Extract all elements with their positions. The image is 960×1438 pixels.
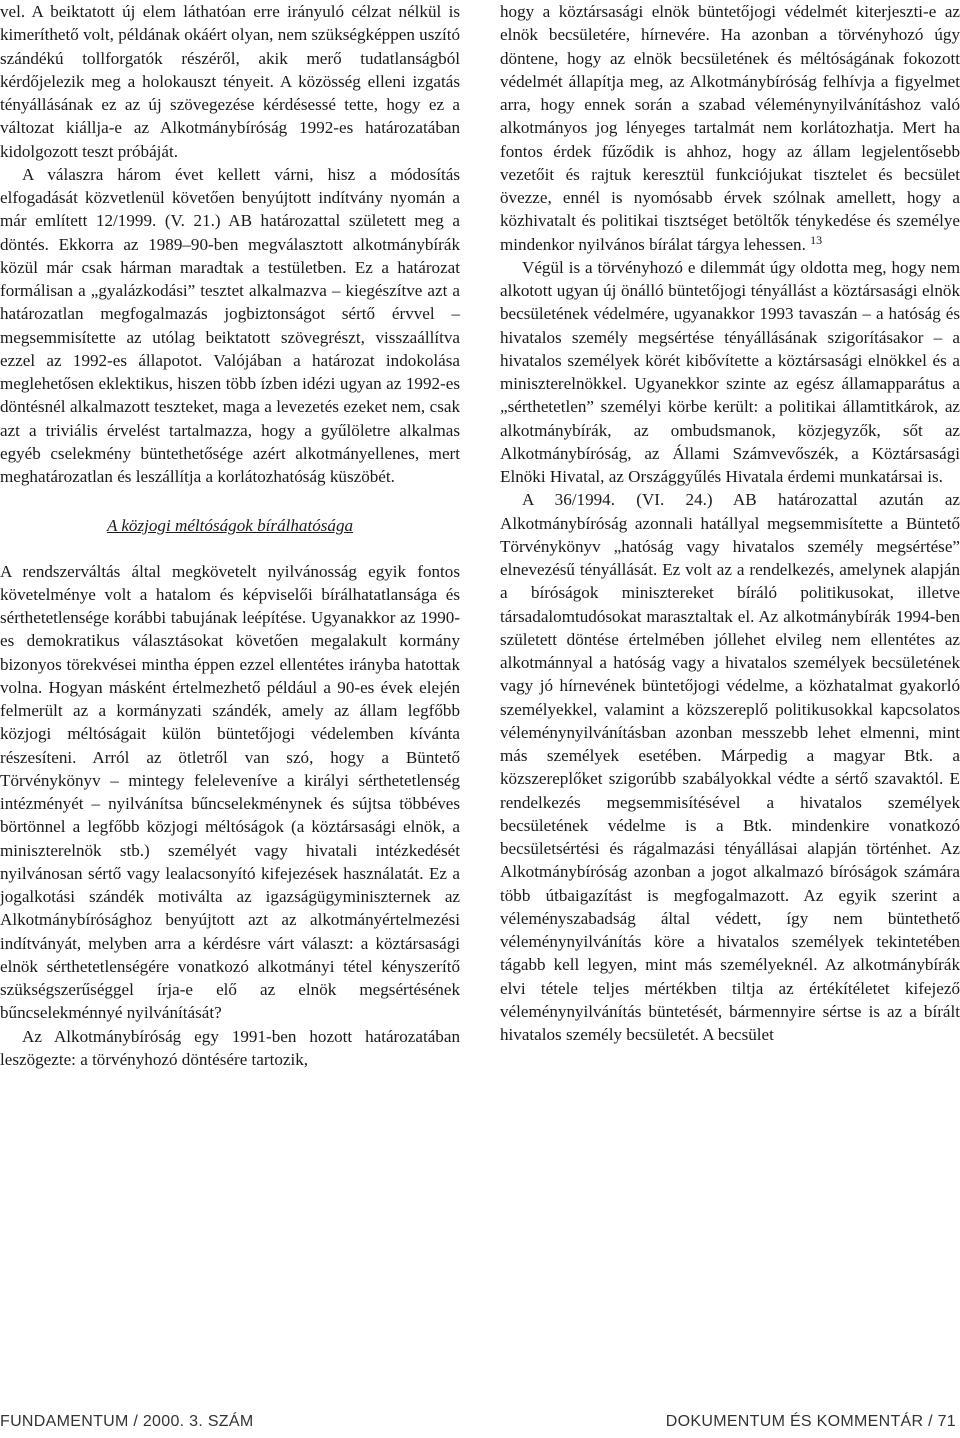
paragraph: vel. A beiktatott új elem láthatóan erre irányuló célzat nélkül is kimeríthető volt, példának okáért olyan, nem szükségképpen uszító szándékú tollforgatók részéről, akik merő tudatlanságból kérdőjelezik meg a holokauszt tényeit. A közösség elleni izgatás tényállásának ez az új szövegezése kérdésessé tette, hogy ez a változat kiállja-e az Alkotmánybíróság 1992-es határozatában kidolgozott teszt próbáját. (0, 2, 460, 161)
paragraph: Az Alkotmánybíróság egy 1991-ben hozott határozatában leszögezte: a törvényhozó döntésére tartozik, (0, 1026, 460, 1069)
section-heading: A közjogi méltóságok bírálhatósága (106, 516, 354, 536)
paragraph: Végül is a törvényhozó e dilemmát úgy oldotta meg, hogy nem alkotott ugyan új önálló büntetőjogi tényállást a köztársasági elnök becsületének védelmére, ugyanakkor 1993 tavaszán – a hatóság és hivatalos személy megsértése tényállásának szigorításakor – a hivatalos személyek körét kibővítette a köztársasági elnökkel és a miniszterelnökkel. Ugyanekkor szinte az egész államapparátus a „sérthetetlen” személyi körbe került: a politikai államtitkárok, az alkotmánybírák, az ombudsmanok, közjegyzők, sőt az Alkotmánybíróság, az Állami Számvevőszék, a Köztársasági Elnöki Hivatal, az Országgyűlés Hivatala érdemi munkatársai is. (500, 257, 960, 486)
footnote-reference[interactable]: 13 (810, 232, 823, 247)
paragraph-text: hogy a köztársasági elnök büntetőjogi védelmét kiterjeszti-e az elnök becsületére, hírnevére. Ha azonban a törvényhozó úgy döntene, hogy az elnök becsületének és méltóságának fokozott védelmét állapítja meg, az Alkotmánybíróság felhívja a figyelmet arra, hogy ennek során a szabad véleménynyilvánításhoz való alkotmányos jog lényeges tartalmát nem korlátozhatja. Mert ha fontos érdek fűződik is ahhoz, hogy az állam legjelentősebb vezetőit és rajtuk keresztül funkciójukat tisztelet és becsület övezze, ennél is nyomósabb érvek szólnak amellett, hogy a közhivatalt és politikai tisztséget betöltők ténykedése és személye mindenkor nyilvános bírálat tárgya lehessen. (500, 2, 960, 254)
paragraph: A 36/1994. (VI. 24.) AB határozattal azután az Alkotmánybíróság azonnali hatállyal megsemmisítette a Büntető Törvénykönyv „hatóság vagy hivatalos személy megsértése” elnevezésű tényállását. Ez volt az a rendelkezés, amelynek alapján a bíróságok minisztereket bíráló politikusokat, illetve társadalomtudósokat marasztaltak el. Az alkotmánybírák 1994-ben született döntése értelmében jóllehet elvileg nem ellentétes az alkotmánnyal a hatóság vagy a hivatalos személyek becsületének vagy jó hírnevének büntetőjogi védelme, a közhatalmat gyakorló személyekkel, valamint a közszereplő politikusokkal kapcsolatos véleménynyilvánításban azonban messzebb lehet elmenni, mint más személyek esetében. Márpedig a magyar Btk. a közszereplőket szigorúbb szabályokkal védte a sértő szavaktól. E rendelkezés megsemmisítésével a hivatalos személyek becsületének védelme is a Btk. mindenkire vonatkozó becsületsértési és rágalmazási tényállásai alapján történhet. Az Alkotmánybíróság azonban a jogot alkalmazó bíróságok számára több útbaigazítást is megfogalmazott. Az egyik szerint a véleményszabadság által védett, így nem büntethető véleménynyilvánítás köre a hivatalos személyek tekintetében tágabb kell legyen, mint más személyeknél. Az alkotmánybírák elvi tétele teljes mértékben tiltja az értékítéletet kifejező véleménynyilvánítás büntetését, bármennyire sértse is az a bírált hivatalos személy becsületét. A becsület (500, 490, 960, 1044)
right-column (500, 0, 960, 1046)
paragraph: A válaszra három évet kellett várni, hisz a módosítás elfogadását közvetlenül követően benyújtott indítvány nyomán a már említett 12/1999. (V. 21.) AB határozattal született meg a döntés. Ekkorra az 1989–90-ben megválasztott alkotmánybírák közül már csak hárman maradtak a testületben. Ez a határozat formálisan a „gyalázkodási” tesztet alkalmazva – kiegészítve azt a határozatlan megfogalmazás jogbiztonságot sértő érvvel – megsemmisítette az utólag beiktatott szövegrészt, visszaállítva ezzel az 1992-es állapotot. Valójában a határozat indokolása meglehetősen eklektikus, hiszen több ízben idézi ugyan az 1992-es döntésnél alkalmazott teszteket, maga a levezetés ezeket nem, csak azt a triviális érvelést tartalmazza, hogy a gyűlöletre alkalmas egyéb cselekmény büntethetősége azért alkotmányellenes, mert meghatározatlan és leszállítja a korlátozhatóság küszöbét. (0, 164, 460, 486)
section-page-number: DOKUMENTUM ÉS KOMMENTÁR / 71 (665, 1413, 956, 1430)
page-footer (0, 1413, 960, 1435)
paragraph: A rendszerváltás által megkövetelt nyilvánosság egyik fontos követelménye volt a hatalom és képviselői bírálhatatlansága és sérthetetlensége korábbi tabujának leépítése. Ugyanakkor az 1990-es demokratikus választásokat követően megalakult kormány bizonyos törekvései mintha éppen ezzel ellentétes irányba hatottak volna. Hogyan másként értelmezhető például a 90-es évek elején felmerült az a kormányzati szándék, amely az állam legfőbb közjogi méltóságait külön büntetőjogi védelemben kívánta részesíteni. Arról az ötletről van szó, hogy a Büntető Törvénykönyv – mintegy feleleveníve a királyi sérthetetlenség intézményét – nyilvánítsa bűncselekménynek és sújtsa többéves börtönnel a legfőbb közjogi méltóságok (a köztársasági elnök, a miniszterelnök stb.) személyét vagy hivatali intézkedését nyilvánosan sértő vagy lealacsonyító kifejezések használatát. Ez a jogalkotási szándék motiválta az igazságügyminiszternek az Alkotmánybírósághoz benyújtott azt az alkotmányértelmezési indítványát, melyben arra a kérdésre várt választ: a köztársasági elnök sérthetetlenségére vonatkozó alkotmányi tétel kényszerítő szükségszerűséggel írja-e elő az elnök megsértésének bűncselekménnyé nyilvánítását? (0, 561, 460, 1023)
journal-issue: FUNDAMENTUM / 2000. 3. SZÁM (0, 1413, 254, 1430)
left-column (0, 0, 460, 1071)
paragraph (500, 0, 960, 256)
